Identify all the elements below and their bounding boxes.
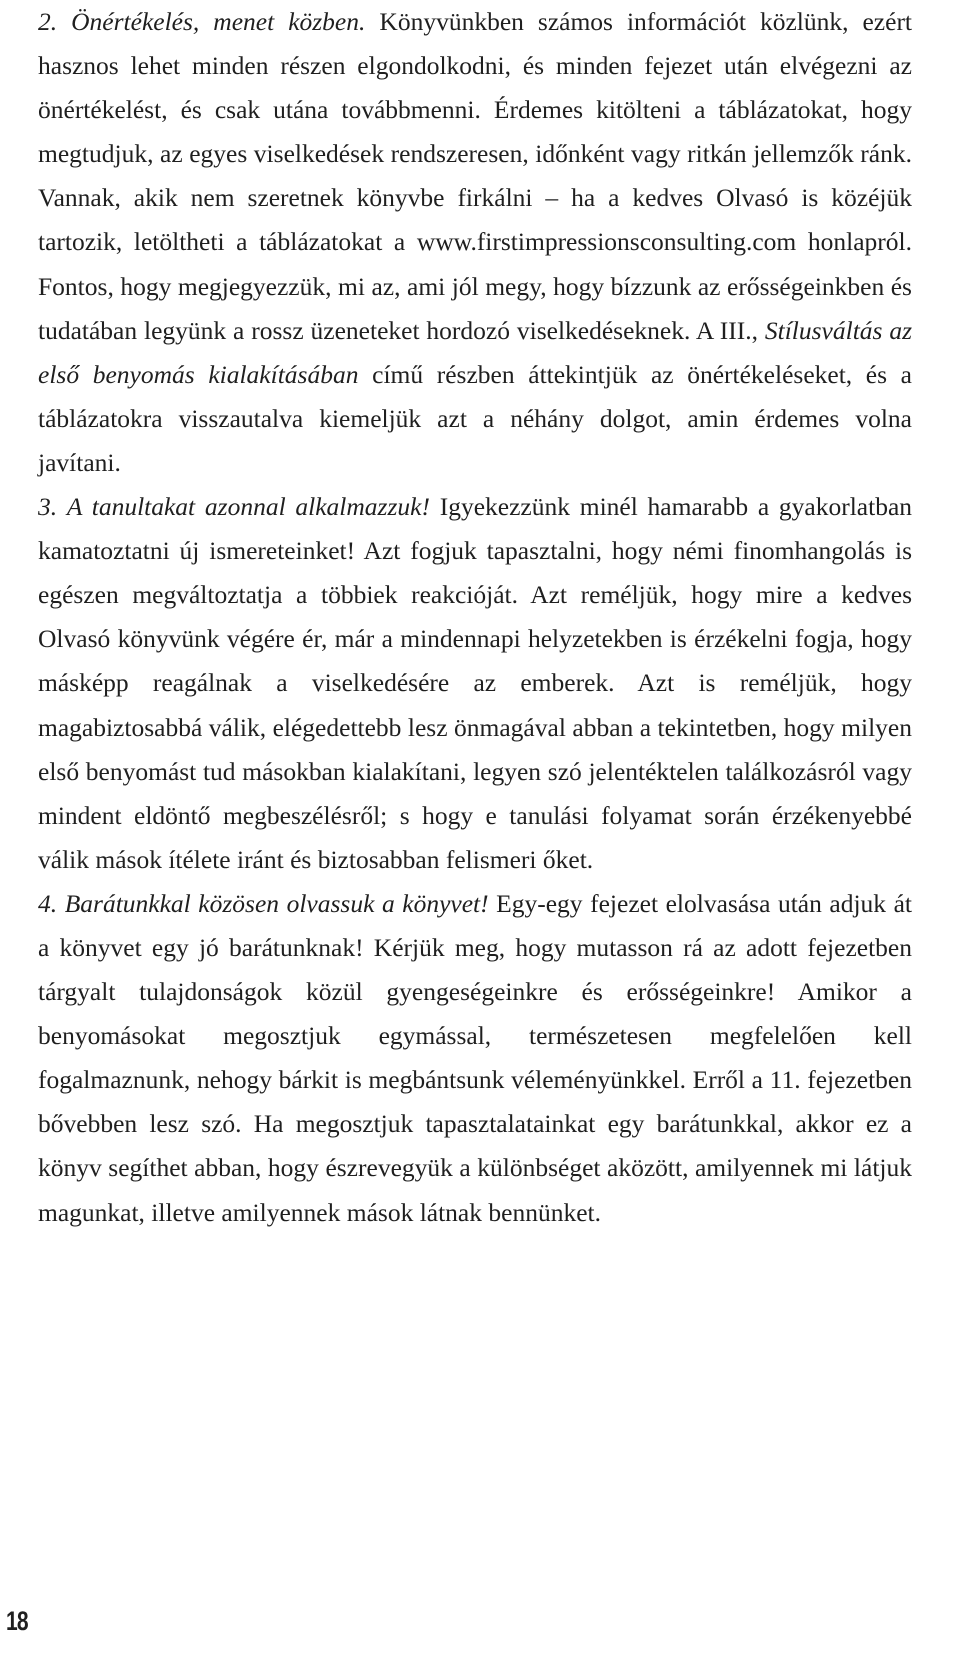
item-number: 2.	[38, 7, 58, 36]
item-lead: Barátunkkal közösen olvassuk a könyvet!	[64, 888, 489, 918]
list-item-2	[38, 0, 912, 485]
list-item-4	[38, 882, 912, 1235]
page-number: 18	[6, 1606, 28, 1636]
item-lead: A tanultakat azonnal alkalmazzuk!	[66, 492, 430, 522]
list-item-3	[38, 485, 912, 882]
italic-reference: Stílusváltás az első benyomás kialakításában	[38, 315, 913, 389]
item-text: Igyekezzünk minél hamarabb a gyakorlatban kamatoztatni új ismereteinket! Azt fogjuk tapasztalni, hogy némi finomhangolás is egészen megváltoztatja a többiek reakcióját. Azt reméljük, hogy mire a kedves Olvasó könyvünk végére ér, már a mindennapi helyzetekben is érzékelni fogja, hogy másképp reagálnak a viselkedésére az emberek. Azt is reméljük, hogy magabiztosabbá válik, elégedettebb lesz önmagával abban a tekintetben, hogy milyen első benyomást tud másokban kialakítani, legyen szó jelentéktelen találkozásról vagy mindent eldöntő megbeszélésről; s hogy e tanulási folyamat során érzékenyebbé válik mások ítélete iránt és biztosabban felismeri őket.	[38, 492, 913, 874]
item-text-continued: című részben áttekintjük az önértékeléseket, és a táblázatokra visszautalva kiemeljük azt a néhány dolgot, amin érdemes volna javítani.	[38, 359, 913, 477]
item-number: 3.	[38, 492, 58, 522]
body-text	[38, 0, 912, 1235]
item-number: 4.	[38, 888, 58, 918]
item-text: Egy-egy fejezet elolvasása után adjuk át a könyvet egy jó barátunknak! Kérjük meg, hogy mutasson rá az adott fejezetben tárgyalt tulajdonságok közül gyengeségeinkre és erősségeinkre! Amikor a benyomásokat megosztjuk egymással, természetesen megfelelően kell fogalmaznunk, nehogy bárkit is megbántsunk véleményünkkel. Erről a 11. fejezetben bővebben lesz szó. Ha megosztjuk tapasztalatainkat egy barátunkkal, akkor ez a könyv segíthet abban, hogy észrevegyük a különbséget aközött, amilyennek mi látjuk magunkat, illetve amilyennek mások látnak bennünket.	[38, 888, 913, 1227]
item-lead: Önértékelés, menet közben.	[71, 7, 366, 36]
item-text: Könyvünkben számos információt közlünk, ezért hasznos lehet minden részen elgondolkodni, és minden fejezet után elvégezni az önértékelést, és csak utána továbbmenni. Érdemes kitölteni a táblázatokat, hogy megtudjuk, az egyes viselkedések rendszeresen, időnként vagy ritkán jellemzők ránk. Vannak, akik nem szeretnek könyvbe firkálni – ha a kedves Olvasó is közéjük tartozik, letöltheti a táblázatokat a www.firstimpressionsconsulting.com honlapról. Fontos, hogy megjegyezzük, mi az, ami jól megy, hogy bízzunk az erősségeinkben és tudatában legyünk a rossz üzeneteket hordozó viselkedéseknek. A III.,	[38, 7, 913, 345]
